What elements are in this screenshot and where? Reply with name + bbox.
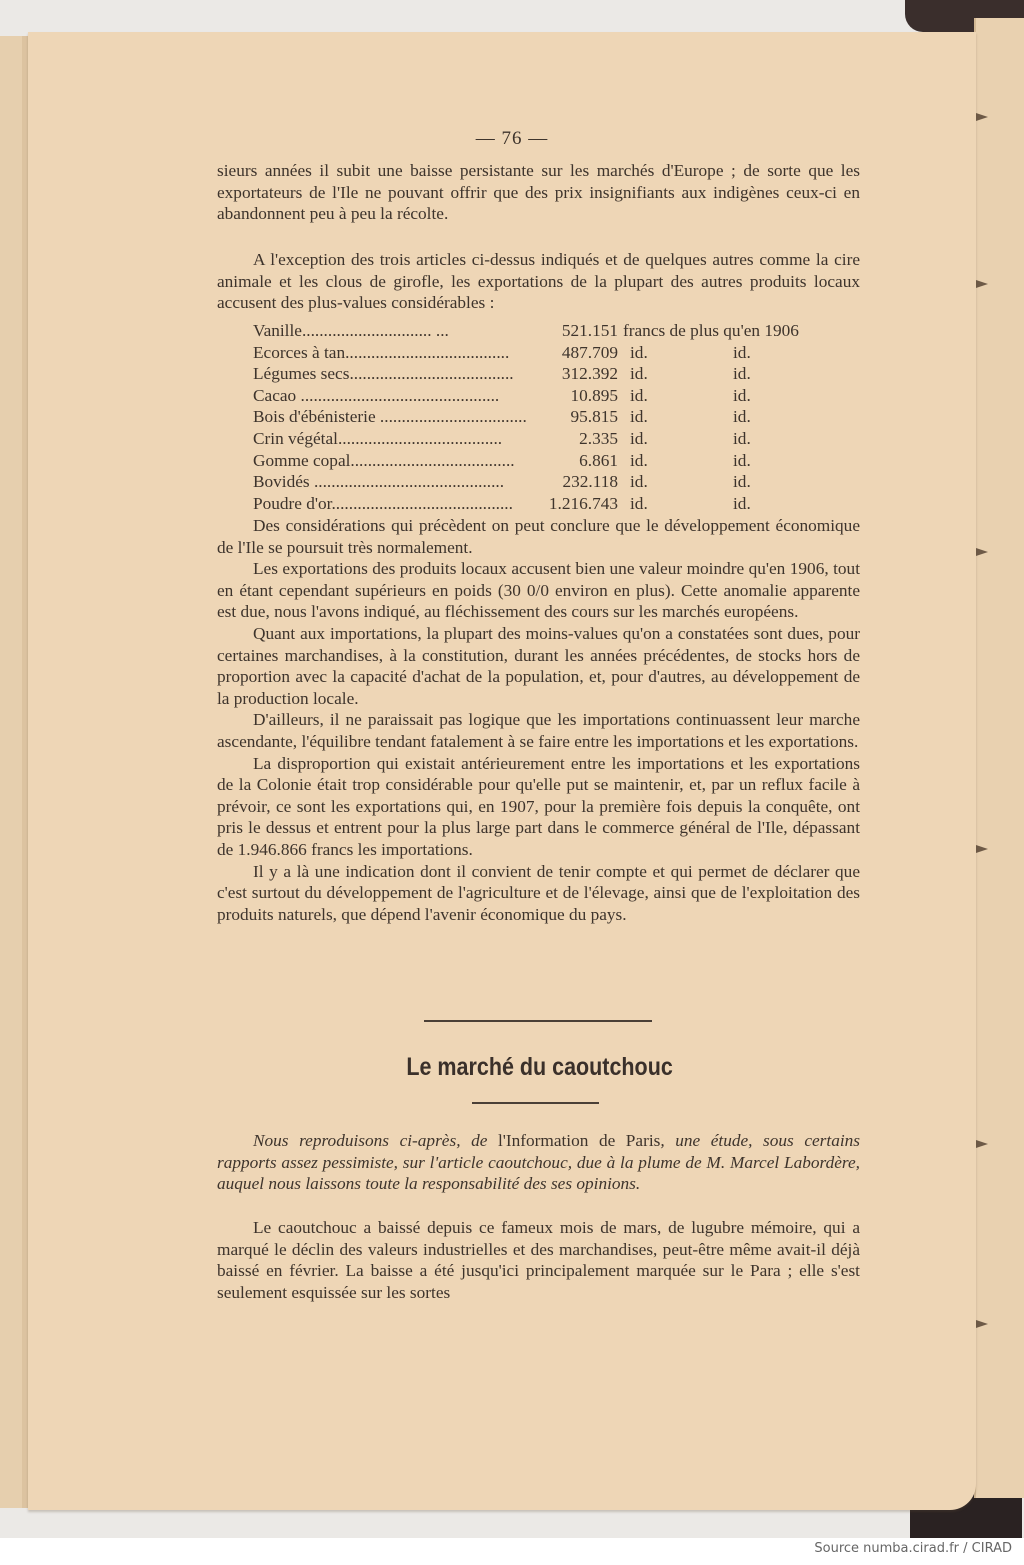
paragraph: D'ailleurs, il ne paraissait pas logique que les importations continuassent leur marche ascendante, l'équilibre tendant fatalement à se faire entre les importations et les exportations. — [217, 710, 860, 751]
product-value: 10.895 — [570, 385, 618, 405]
product-value: 521.151 — [561, 321, 618, 340]
next-page-edge — [974, 18, 1024, 1498]
table-row — [253, 363, 873, 385]
paragraph: Les exportations des produits locaux accusent bien une valeur moindre qu'en 1906, tout en étant cependant supérieurs en poids (30 0/0 environ en plus). Cette anomalie apparente est due, nous l'avons indiqué, au fléchissement des cours sur les marchés européens. — [217, 559, 860, 622]
section-heading: Le marché du caoutchouc — [406, 1053, 673, 1081]
editor-note-text — [217, 1130, 860, 1195]
paragraph: Il y a là une indication dont il convient de tenir compte et qui permet de déclarer que c'est surtout du développement de l'agriculture et de l'élevage, ainsi que de l'exploitation des produits naturels, que dépend l'avenir économique du pays. — [217, 861, 860, 924]
editor-note-part3: , une étude, sous certains rapports assez pessimiste, sur l'article caoutchouc, due à la plume de M. Marcel Labordère, auquel nous laissons toute la responsabilité des ses opinions. — [217, 1131, 860, 1194]
table-row — [253, 428, 873, 450]
product-name: Poudre d'or.......................................... — [253, 493, 513, 513]
paragraph: La disproportion qui existait antérieurement entre les importations et les exportations de la Colonie était trop considérable pour qu'elle put se maintenir, et, par un reflux facile à prévoir, ce sont les exportations qui, en 1907, pour la première fois depuis la conquête, ont pris le dessus et entrent pour la plus large part dans le commerce général de l'Ile, dépassant de 1.946.866 francs les importations. — [217, 753, 860, 859]
product-name: Bovidés ............................................ — [253, 472, 505, 492]
product-name: Cacao .............................................. — [253, 385, 500, 405]
product-unit: id. — [630, 385, 648, 405]
product-unit-2: id. — [733, 450, 751, 470]
product-name: Bois d'ébénisterie .................................. — [253, 407, 527, 427]
source-attribution: Source numba.cirad.fr / CIRAD — [814, 1541, 1012, 1556]
product-value: 487.709 — [561, 342, 618, 362]
product-value: 312.392 — [561, 364, 618, 384]
heading-underline — [472, 1102, 599, 1104]
table-row — [253, 450, 873, 472]
exception-paragraph — [217, 249, 860, 314]
editor-note — [217, 1130, 860, 1195]
product-name: Ecorces à tan...................................... — [253, 342, 510, 362]
product-name: Crin végétal...................................... — [253, 428, 503, 448]
product-unit: id. — [630, 493, 648, 513]
product-unit: id. — [630, 407, 648, 427]
product-unit-2: id. — [733, 407, 751, 427]
product-unit-2: id. — [733, 472, 751, 492]
product-unit: id. — [630, 428, 648, 448]
product-unit-2: id. — [733, 342, 751, 362]
table-row — [253, 406, 873, 428]
product-unit: id. — [630, 450, 648, 470]
table-row — [253, 320, 873, 342]
product-name: Vanille.............................. ... — [253, 321, 449, 340]
table-row — [253, 385, 873, 407]
product-name: Gomme copal...................................... — [253, 450, 515, 470]
section-divider — [424, 1020, 652, 1022]
product-unit: id. — [630, 342, 648, 362]
product-unit: id. — [630, 472, 648, 492]
product-unit-2: id. — [733, 385, 751, 405]
product-value: 6.861 — [579, 450, 618, 470]
paragraph: Quant aux importations, la plupart des moins-values qu'on a constatées sont dues, pour certaines marchandises, à la constitution, durant les années précédentes, de stocks hors de proportion avec la capacité d'achat de la population, et, pour d'autres, au développement de la production locale. — [217, 623, 860, 708]
article-paragraph — [217, 1217, 860, 1303]
intro-text: sieurs années il subit une baisse persistante sur les marchés d'Europe ; de sorte que les exportateurs de l'Ile ne pouvant offrir que des prix insignifiants aux indigènes ceux-ci en abandonnent peu à peu la récolte. — [217, 161, 860, 224]
article-text: Le caoutchouc a baissé depuis ce fameux mois de mars, de lugubre mémoire, qui a marqué le déclin des valeurs industrielles et des marchandises, peut-être même avait-il déjà baissé en février. La baisse a été jusqu'ici principalement marquée sur le Para ; elle s'est seulement esquissée sur les sortes — [217, 1218, 860, 1302]
editor-note-source: l'Information de Paris — [497, 1131, 661, 1150]
product-unit: id. — [630, 364, 648, 384]
table-row — [253, 342, 873, 364]
paragraph: Des considérations qui précèdent on peut conclure que le développement économique de l'Ile se poursuit très normalement. — [217, 516, 860, 557]
editor-note-part1: Nous reproduisons ci-après, de — [253, 1131, 498, 1150]
table-row — [253, 471, 873, 493]
product-unit: francs de plus qu'en 1906 — [623, 321, 799, 340]
intro-paragraph — [217, 160, 860, 225]
exports-table — [253, 320, 873, 514]
table-row — [253, 493, 873, 515]
product-unit-2: id. — [733, 428, 751, 448]
product-unit-2: id. — [733, 493, 751, 513]
product-value: 2.335 — [579, 428, 618, 448]
product-value: 232.118 — [562, 472, 618, 492]
product-unit-2: id. — [733, 364, 751, 384]
page-number: — 76 — — [475, 128, 549, 149]
body-paragraphs — [217, 515, 860, 925]
product-value: 1.216.743 — [548, 493, 618, 513]
product-value: 95.815 — [570, 407, 618, 427]
product-name: Légumes secs...................................... — [253, 364, 514, 384]
exception-text: A l'exception des trois articles ci-dessus indiqués et de quelques autres comme la cire animale et les clous de girofle, les exportations de la plupart des autres produits locaux accusent des plus-values considérables : — [217, 250, 860, 313]
